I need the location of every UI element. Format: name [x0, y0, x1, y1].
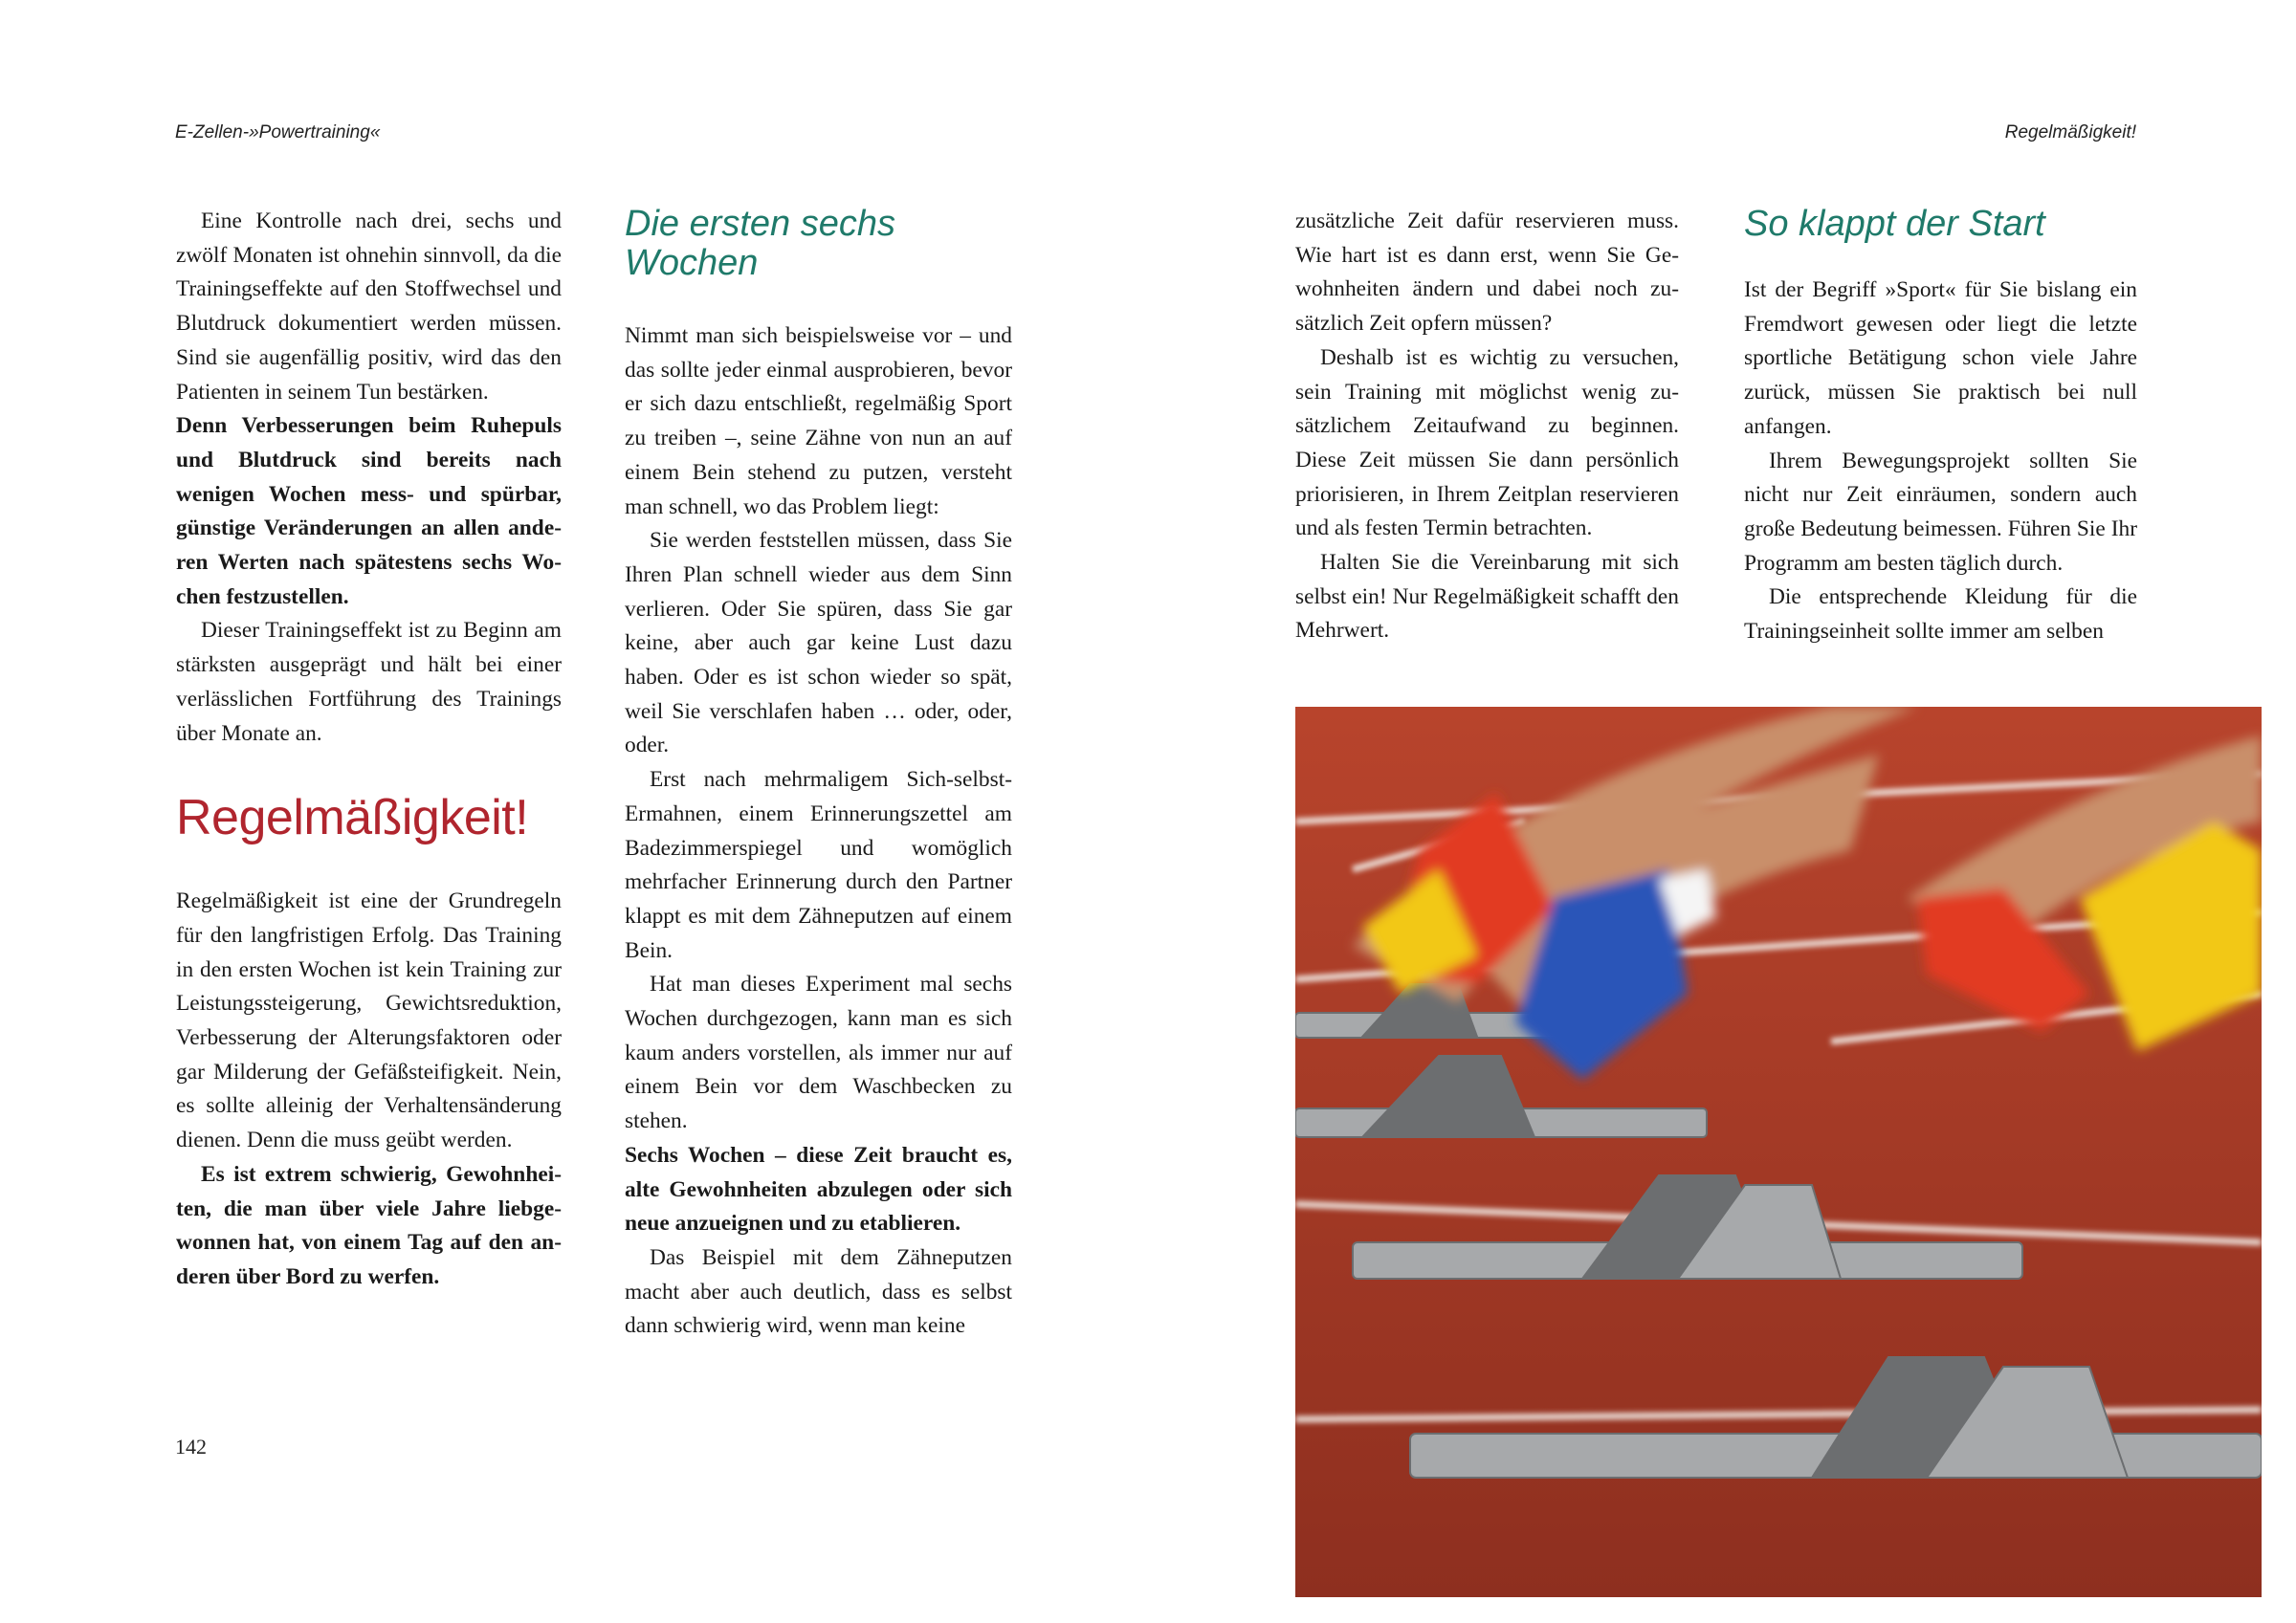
subsection-heading: So klappt der Start — [1744, 204, 2045, 244]
bold-paragraph: Es ist extrem schwierig, Gewohnheiten, die man über viele Jahre liebgewonnen hat, von einem Tag auf den anderen über Bord zu werfen. — [176, 1161, 562, 1289]
paragraph: Halten Sie die Vereinbarung mit sich selbst ein! Nur Regelmäßigkeit schafft den Mehrwert. — [1295, 550, 1679, 644]
bold-paragraph: Sechs Wochen – diese Zeit braucht es, alte Gewohnheiten abzulegen oder sich neue anzueignen und zu etablieren. — [625, 1142, 1012, 1237]
paragraph: Nimmt man sich beispielsweise vor – und das sollte jeder einmal ausprobieren, bevor er sich dazu entschließt, regelmäßig Sport zu treiben –, seine Zähne von nun an auf einem Bein stehend zu putzen, versteht man schnell, wo das Problem liegt: — [625, 323, 1012, 519]
paragraph: Dieser Trainingseffekt ist zu Beginn am stärksten ausgeprägt und hält bei einer verlässlichen Fortführung des Trainings über Monate an. — [176, 618, 562, 746]
right-page — [1148, 0, 2296, 1623]
paragraph: Sie werden feststellen müssen, dass Sie Ihren Plan schnell wieder aus dem Sinn verlieren. Oder Sie spüren, dass Sie gar keine, aber auch gar keine Lust dazu haben. Oder es ist schon wieder so spät, weil Sie verschlafen haben … oder, oder, oder. — [625, 528, 1012, 758]
paragraph: Ist der Begriff »Sport« für Sie bislang ein Fremdwort gewesen oder liegt die letzte sportliche Betätigung schon viele Jahre zurück, müssen Sie praktisch bei null anfangen. — [1744, 277, 2137, 439]
section-heading: Regelmäßigkeit! — [176, 790, 529, 846]
paragraph: Das Beispiel mit dem Zähneputzen macht aber auch deutlich, dass es selbst dann schwierig wird, wenn man keine — [625, 1244, 1012, 1339]
running-head-left: E-Zellen-»Powertraining« — [175, 122, 381, 143]
paragraph: Eine Kontrolle nach drei, sechs und zwölf Monaten ist ohnehin sinnvoll, da die Trainingseffekte auf den Stoffwechsel und Blutdruck dokumentiert werden müssen. Sind sie augenfällig positiv, wird das den Patienten in seinem Tun bestärken. — [176, 208, 562, 405]
paragraph: Ihrem Bewegungsprojekt sollten Sie nicht nur Zeit einräumen, sondern auch große Bedeutung beimessen. Führen Sie Ihr Programm am besten täglich durch. — [1744, 448, 2137, 576]
bold-paragraph: Denn Verbesserungen beim Ruhepuls und Blutdruck sind bereits nach wenigen Wochen mess- und spürbar, günstige Veränderungen an allen anderen Werten nach spätestens sechs Wochen festzustellen. — [176, 413, 562, 609]
column-2 — [625, 205, 1012, 1344]
column-4 — [1744, 205, 2137, 649]
page-number: 142 — [175, 1435, 207, 1459]
paragraph: Die entsprechende Kleidung für die Trainingseinheit sollte immer am selben — [1744, 584, 2137, 645]
column-3 — [1295, 205, 1679, 648]
running-head-right: Regelmäßigkeit! — [2004, 122, 2136, 143]
subsection-heading: Die ersten sechs Wochen — [625, 204, 896, 283]
paragraph: zusätzliche Zeit dafür reservieren muss. Wie hart ist es dann erst, wenn Sie Gewohnheiten ändern und dabei noch zusätzlich Zeit opfern müssen? — [1295, 208, 1679, 337]
paragraph: Hat man dieses Experiment mal sechs Wochen durchgezogen, kann man es sich kaum anders vorstellen, als immer nur auf einem Bein vor dem Waschbecken zu stehen. — [625, 972, 1012, 1134]
paragraph: Deshalb ist es wichtig zu versuchen, sein Training mit möglichst wenig zusätzlichem Zeitaufwand zu beginnen. Diese Zeit müssen Sie dann persönlich priorisieren, in Ihrem Zeitplan reservieren und als festen Termin betrachten. — [1295, 344, 1679, 541]
paragraph: Regelmäßigkeit ist eine der Grundregeln für den langfristigen Erfolg. Das Training in den ersten Wochen ist kein Training zur Leistungssteigerung, Gewichtsreduktion, Verbesserung der Alterungsfaktoren oder gar Milderung der Gefäßsteifigkeit. Nein, es sollte alleinig der Verhaltensänderung dienen. Denn die muss geübt werden. — [176, 888, 562, 1153]
sprint-start-photo — [1295, 707, 2262, 1597]
paragraph: Erst nach mehrmaligem Sich-selbst-Ermahnen, einem Erinnerungszettel am Badezimmerspiegel und womöglich mehrfacher Erinnerung durch den Partner klappt es mit dem Zähneputzen auf einem Bein. — [625, 767, 1012, 963]
column-1 — [176, 205, 562, 1295]
